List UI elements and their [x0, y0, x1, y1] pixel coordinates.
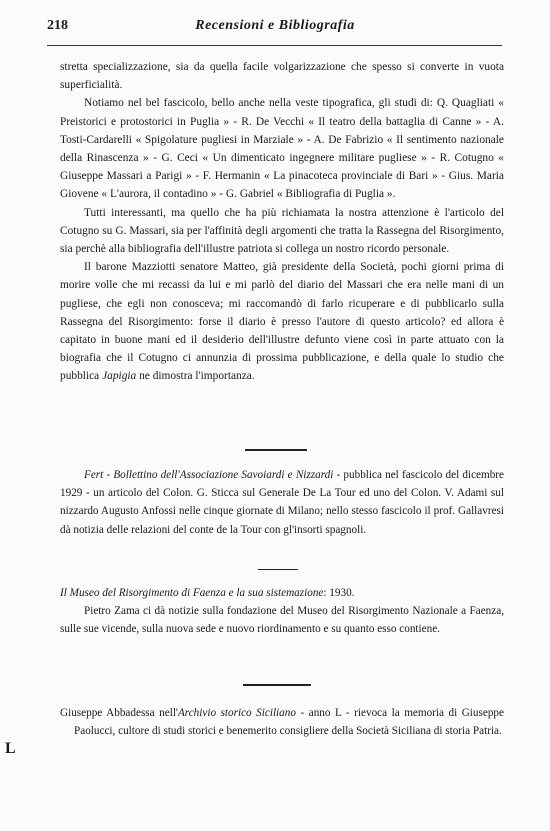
entry-abbadessa	[60, 704, 504, 740]
page-header	[0, 18, 550, 42]
entry-faenza-title: Il Museo del Risorgimento di Faenza e la sua sistemazione	[60, 587, 324, 599]
entry-faenza	[60, 584, 504, 639]
paragraph-mazziotti-text: Il barone Mazziotti senatore Matteo, già presidente della Società, pochi giorni prima di morire volle che mi recassi da lui e mi parlò del diario del Massari che era nelle mani di un pugliese, che egli non conosceva; mi raccomandò di farlo ricuperare e di pubblicarlo sulla Rassegna del Risorgimento: forse il diario è presso l'autore di questo articolo? ed allora è capitato in buone mani ed il desiderio dell'illustre defunto viene così in parte attuato con la biografia che il Cotugno ci annunzia di prossima pubblicazione, e della quale lo studio che pubblica	[60, 261, 504, 383]
review-text	[60, 58, 504, 386]
entry-fert-body: - pubblica nel fascicolo del dicembre 1929 - un articolo del Colon. G. Sticca sul Generale De La Tour ed uno del Colon. V. Adami sul nizzardo Augusto Anfossi nelle cinque giornate di Milano; nello stesso fascicolo il prof. Gallavresi dà notizia delle relazioni del conte de la Tour con gl'insorti spagnoli.	[60, 469, 504, 536]
entry-abbadessa-body: - anno L - rievoca la memoria di Giuseppe Paolucci, cultore di studi storici e benemerito consigliere della Società Siciliana di storia Patria.	[74, 707, 504, 738]
paragraph-fascicolo: Notiamo nel bel fascicolo, bello anche nella veste tipografica, gli studi di: Q. Quagliati « Preistorici e protostorici in Puglia » - R. De Vecchi « Il teatro della battaglia di Canne » - A. Tosti-Cardarelli « Spigolature pugliesi in Marziale » - A. De Fabrizio « Il sentimento nazionale della Rinascenza » - G. Ceci « Un dimenticato ingegnere militare pugliese » - R. Cotugno « Giuseppe Massari a Parigi » - F. Hermanin « La pinacoteca provinciale di Bari » - Gius. Maria Giovene « L'aurora, il contadino » - G. Gabriel « Bibliografia di Puglia ».	[60, 97, 504, 201]
entry-abbadessa-text	[60, 704, 504, 740]
entry-faenza-year: : 1930.	[323, 587, 355, 599]
margin-mark: L	[5, 740, 16, 757]
journal-title: Japigia	[102, 370, 137, 383]
section-separator	[243, 684, 311, 686]
entry-abbadessa-lead: Giuseppe Abbadessa nell'	[60, 707, 178, 719]
paragraph-continuation: stretta specializzazione, sia da quella facile volgarizzazione che spesso si converte in vuota superficialità.	[60, 61, 504, 92]
entry-fert-title: Fert - Bollettino dell'Associazione Savoiardi e Nizzardi	[84, 469, 334, 481]
entry-fert	[60, 466, 504, 539]
running-title: Recensioni e Bibliografia	[195, 18, 355, 33]
paragraph-mazziotti	[60, 258, 504, 385]
section-separator	[245, 449, 307, 451]
header-rule	[47, 45, 502, 46]
section-separator	[258, 569, 298, 570]
page-number: 218	[47, 18, 68, 33]
entry-fert-text	[60, 466, 504, 539]
entry-abbadessa-journal: Archivio storico Siciliano	[177, 707, 296, 719]
paragraph-mazziotti-end: ne dimostra l'importanza.	[136, 370, 255, 383]
paragraph-cotugno: Tutti interessanti, ma quello che ha più richiamata la nostra attenzione è l'articolo del Cotugno su G. Massari, sia per l'affinità degli argomenti che tratta la Rassegna del Risorgimento, sia perchè alla bibliografia dell'illustre patriota si collega un nostro ricordo personale.	[60, 206, 504, 256]
entry-faenza-heading	[60, 584, 504, 602]
entry-faenza-body: Pietro Zama ci dà notizie sulla fondazione del Museo del Risorgimento Nazionale a Faenza, sulle sue vicende, sulla nuova sede e nuovo riordinamento e su quanto esso contiene.	[60, 605, 504, 636]
